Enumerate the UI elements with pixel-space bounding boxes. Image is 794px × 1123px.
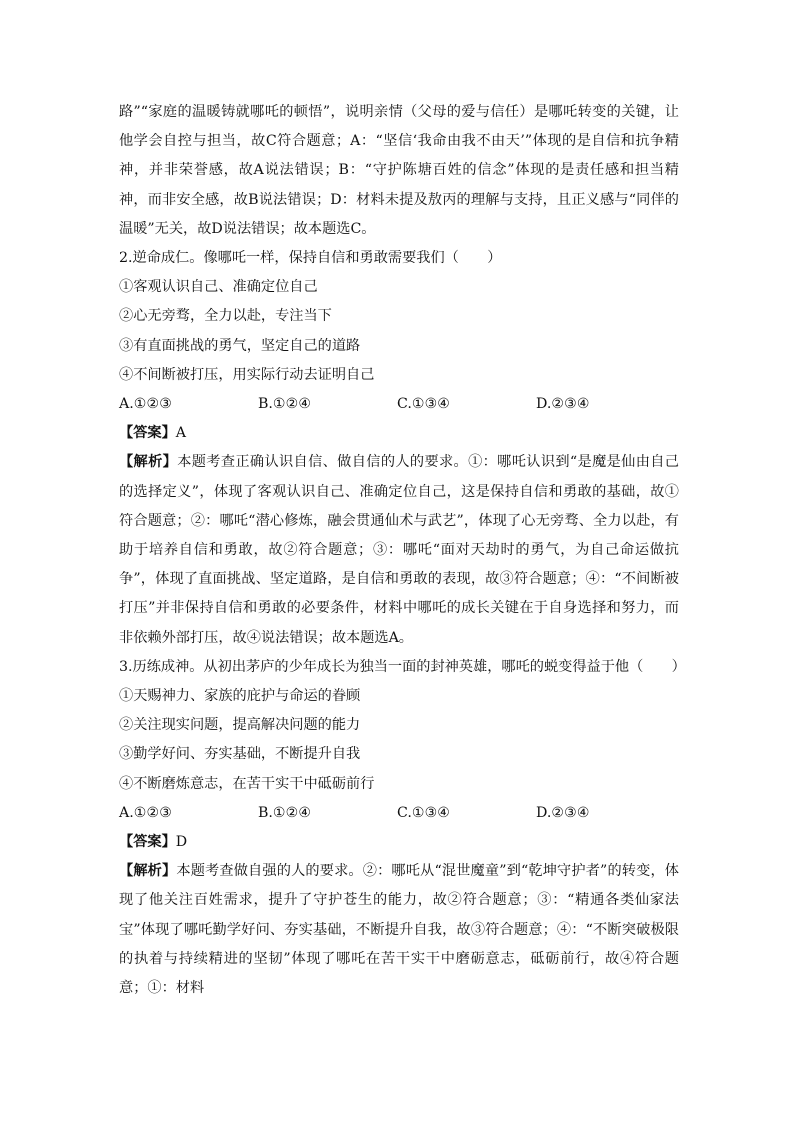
question-2 bbox=[119, 244, 679, 653]
question-stem: 3.历练成神。从初出茅庐的少年成长为独当一面的封神英雄，哪吒的蜕变得益于他（ ） bbox=[119, 658, 686, 675]
answer-line bbox=[119, 828, 679, 857]
option-d: D.②③④ bbox=[536, 804, 590, 821]
analysis-text: 本题考查做自强的人的要求。②：哪吒从“混世魔童”到“乾坤守护者”的转变，体现了他关注百姓需求，提升了守护苍生的能力，故②符合题意；③：“精通各类仙家法宝”体现了哪吒勤学好问、夯实基础，不断提升自我，故③符合题意；④：“不断突破极限的执着与持续精进的坚韧”体现了哪吒在苦干实干中磨砺意志，砥砺前行，故④符合题意；①：材料 bbox=[119, 863, 679, 997]
answer-options bbox=[119, 799, 679, 828]
document-body bbox=[119, 98, 686, 1003]
statement-item: ③有直面挑战的勇气，坚定自己的道路 bbox=[119, 337, 361, 354]
analysis-label: 【解析】 bbox=[119, 454, 178, 471]
statement-item: ④不间断被打压，用实际行动去证明自己 bbox=[119, 366, 375, 383]
intro-paragraph: 路”“家庭的温暖铸就哪吒的顿悟”，说明亲情（父母的爱与信任）是哪吒转变的关键，让他学会自控与担当，故C符合题意；A：“坚信‘我命由我不由天’”体现的是自信和抗争精神，并非荣誉感，故A说法错误；B：“守护陈塘百姓的信念”体现的是责任感和担当精神，而非安全感，故B说法错误；D：材料未提及敖丙的理解与支持，且正义感与“同伴的温暖”无关，故D说法错误；故本题选C。 bbox=[119, 104, 679, 237]
option-b: B.①②④ bbox=[258, 804, 312, 821]
analysis-paragraph bbox=[119, 448, 679, 652]
analysis-text: 本题考查正确认识自信、做自信的人的要求。①：哪吒认识到“是魔是仙由自己的选择定义”，体现了客观认识自己、准确定位自己，这是保持自信和勇敢的基础，故①符合题意；②：哪吒“潜心修炼，融会贯通仙术与武艺”，体现了心无旁骛、全力以赴，有助于培养自信和勇敢，故②符合题意；③：哪吒“面对天劫时的勇气，为自己命运做抗争”，体现了直面挑战、坚定道路，是自信和勇敢的表现，故③符合题意；④：“不间断被打压”并非保持自信和勇敢的必要条件，材料中哪吒的成长关键在于自身选择和努力，而非依赖外部打压，故④说法错误；故本题选A。 bbox=[119, 454, 679, 646]
statement-item: ①天赐神力、家族的庇护与命运的眷顾 bbox=[119, 688, 361, 705]
answer-label: 【答案】 bbox=[119, 834, 176, 851]
answer-value: D bbox=[175, 834, 188, 851]
option-a: A.①②③ bbox=[119, 804, 172, 821]
question-stem: 2.逆命成仁。像哪吒一样，保持自信和勇敢需要我们（ ） bbox=[119, 250, 502, 267]
option-d: D.②③④ bbox=[536, 396, 590, 413]
statement-item: ②心无旁骛，全力以赴，专注当下 bbox=[119, 308, 332, 325]
option-c: C.①③④ bbox=[397, 396, 451, 413]
statement-item: ②关注现实问题，提高解决问题的能力 bbox=[119, 717, 361, 734]
statement-item: ④不断磨炼意志，在苦干实干中砥砺前行 bbox=[119, 775, 375, 792]
statement-item: ③勤学好问、夯实基础，不断提升自我 bbox=[119, 746, 361, 763]
option-b: B.①②④ bbox=[258, 396, 312, 413]
answer-line bbox=[119, 419, 679, 448]
question-3 bbox=[119, 653, 686, 1003]
answer-value: A bbox=[175, 425, 187, 442]
statement-item: ①客观认识自己、准确定位自己 bbox=[119, 279, 318, 296]
analysis-label: 【解析】 bbox=[119, 863, 177, 880]
option-c: C.①③④ bbox=[397, 804, 451, 821]
analysis-paragraph bbox=[119, 857, 679, 1003]
answer-options bbox=[119, 390, 679, 419]
answer-label: 【答案】 bbox=[119, 425, 176, 442]
option-a: A.①②③ bbox=[119, 396, 172, 413]
